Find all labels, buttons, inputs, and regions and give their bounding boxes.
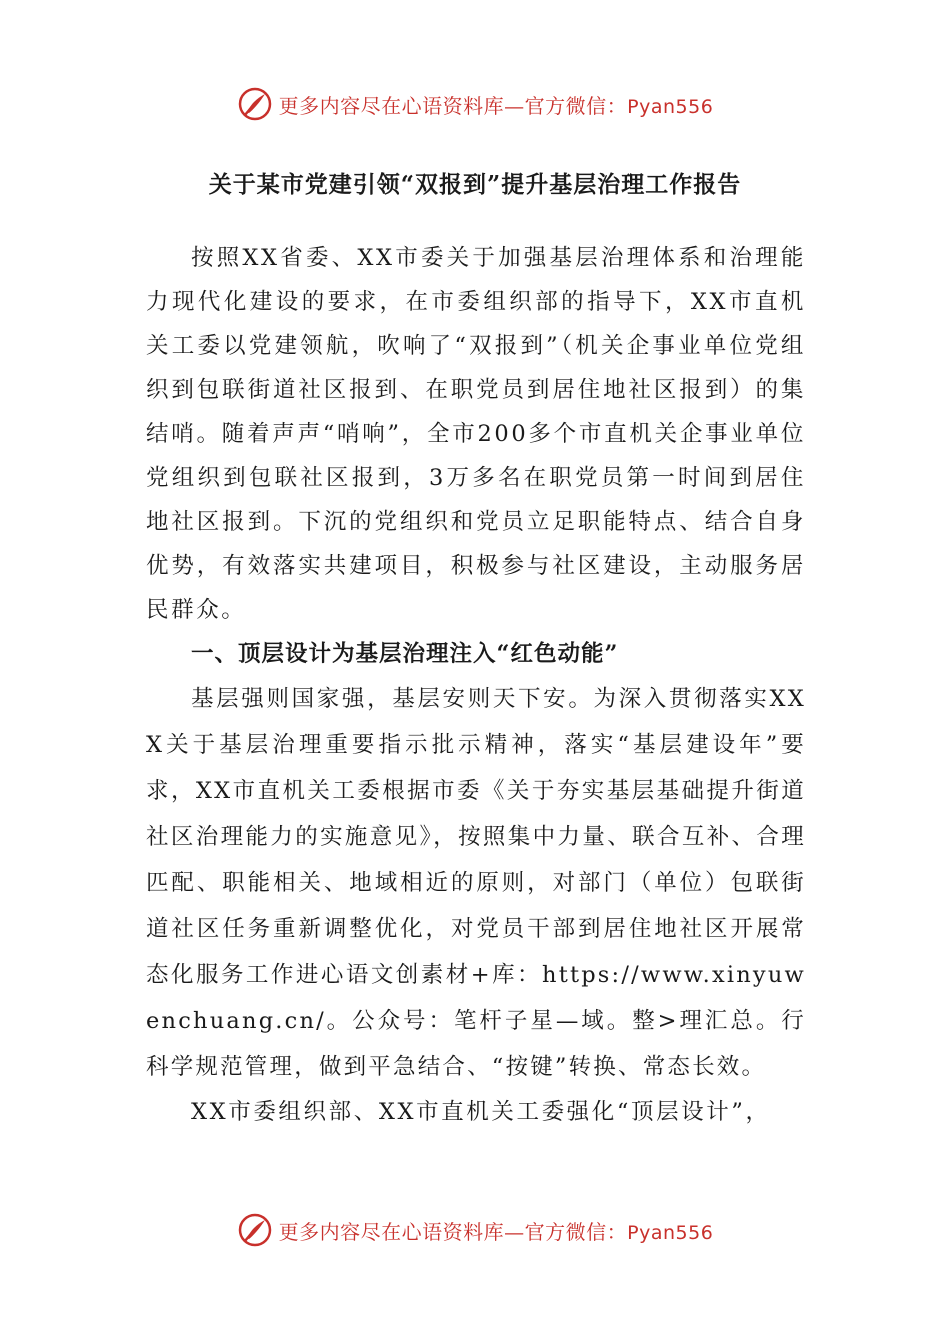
quill-logo-icon: [237, 86, 273, 122]
header-banner: [0, 82, 950, 126]
section-heading-1: 一、顶层设计为基层治理注入“红色动能”: [191, 641, 619, 667]
section-1-paragraph-1: 基层强则国家强，基层安则天下安。为深入贯彻落实XXX关于基层治理重要指示批示精神，落实“基层建设年”要求，XX市直机关工委根据市委《关于夯实基层基础提升街道社区治理能力的实施意见》，按照集中力量、联合互补、合理匹配、职能相关、地域相近的原则，对部门（单位）包联街道社区任务重新调整优化，对党员干部到居住地社区开展常态化服务工作进心语文创素材+库：https://www.xinyuwenchuang.cn/。公众号：笔杆子星—域。整>理汇总。行科学规范管理，做到平急结合、“按键”转换、常态长效。: [146, 686, 806, 1080]
intro-paragraph: 按照XX省委、XX市委关于加强基层治理体系和治理能力现代化建设的要求，在市委组织部的指导下，XX市直机关工委以党建领航，吹响了“双报到”（机关企事业单位党组织到包联街道社区报到、在职党员到居住地社区报到）的集结哨。随着声声“哨响”，全市200多个市直机关企事业单位党组织到包联社区报到，3万多名在职党员第一时间到居住地社区报到。下沉的党组织和党员立足职能特点、结合自身优势，有效落实共建项目，积极参与社区建设，主动服务居民群众。: [146, 245, 806, 623]
quill-logo-icon: [237, 1212, 273, 1248]
footer-banner-text: 更多内容尽在心语资料库—官方微信：Pyan556: [278, 1219, 714, 1244]
footer-banner: [0, 1208, 950, 1252]
document-title: 关于某市党建引领“双报到”提升基层治理工作报告: [208, 171, 742, 198]
document-body: [146, 236, 806, 1134]
footer-wechat-handle: Pyan556: [627, 1221, 714, 1244]
banner-text: 更多内容尽在心语资料库—官方微信：Pyan556: [278, 93, 714, 118]
wechat-handle: Pyan556: [627, 95, 714, 118]
section-1-paragraph-2: XX市委组织部、XX市直机关工委强化“顶层设计”，: [191, 1099, 771, 1125]
